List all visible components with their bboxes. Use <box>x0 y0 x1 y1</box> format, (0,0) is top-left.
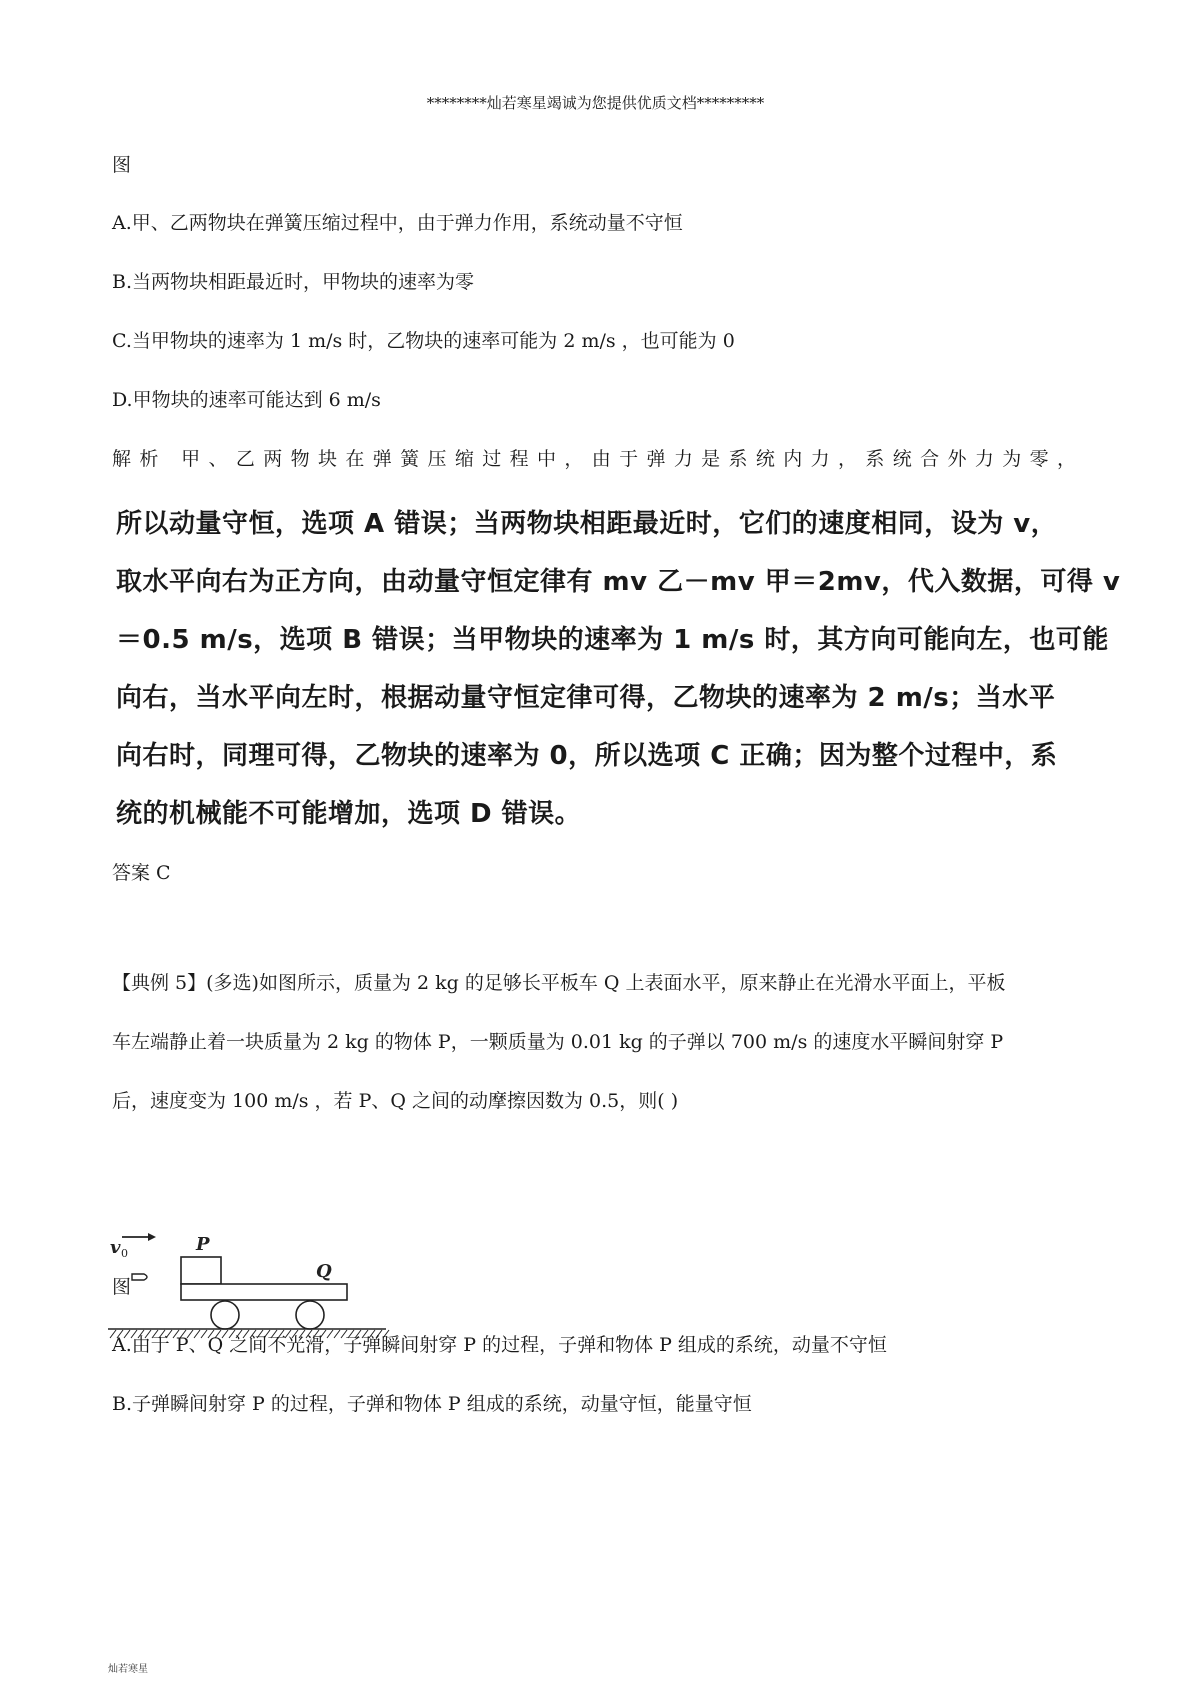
page-footer: 灿若寒星 <box>108 1664 148 1675</box>
example-5-line: 【典例 5】(多选)如图所示，质量为 2 kg 的足够长平板车 Q 上表面水平，原来静止在光滑水平面上，平板 <box>112 972 1006 994</box>
analysis-line: 取水平向右为正方向，由动量守恒定律有 mv 乙－mv 甲＝2mv，代入数据，可得 v <box>116 567 1121 597</box>
wheel-left <box>211 1301 239 1329</box>
analysis-line: 向右时，同理可得，乙物块的速率为 0，所以选项 C 正确；因为整个过程中，系 <box>116 741 1058 771</box>
analysis-line: 向右，当水平向左时，根据动量守恒定律可得，乙物块的速率为 2 m/s；当水平 <box>116 683 1056 713</box>
figure-label: 图 <box>112 1276 132 1298</box>
v0-subscript: 0 <box>121 1247 128 1260</box>
example-5-line: 后，速度变为 100 m/s ，若 P、Q 之间的动摩擦因数为 0.5，则( ) <box>112 1090 679 1112</box>
cart-diagram <box>108 1222 428 1342</box>
v0-label: v <box>110 1237 121 1258</box>
answer: 答案 C <box>112 862 171 884</box>
page-header: ********灿若寒星竭诚为您提供优质文档********* <box>426 94 765 112</box>
option-c: C.当甲物块的速率为 1 m/s 时，乙物块的速率可能为 2 m/s ，也可能为 0 <box>112 330 735 352</box>
option-a: A.由于 P、Q 之间不光滑，子弹瞬间射穿 P 的过程，子弹和物体 P 组成的系统，动量不守恒 <box>112 1334 887 1356</box>
wheel-right <box>296 1301 324 1329</box>
option-d: D.甲物块的速率可能达到 6 m/s <box>112 389 381 411</box>
analysis-line: 统的机械能不可能增加，选项 D 错误。 <box>116 799 582 829</box>
analysis-line: 所以动量守恒，选项 A 错误；当两物块相距最近时，它们的速度相同，设为 v， <box>116 509 1058 539</box>
velocity-arrowhead <box>148 1233 156 1241</box>
option-b: B.当两物块相距最近时，甲物块的速率为零 <box>112 271 475 293</box>
analysis-line: ＝0.5 m/s，选项 B 错误；当甲物块的速率为 1 m/s 时，其方向可能向左，也可能 <box>116 625 1109 655</box>
bullet <box>132 1274 147 1280</box>
analysis-first-line: 解析 甲、乙两物块在弹簧压缩过程中，由于弹力是系统内力，系统合外力为零， <box>112 448 1078 470</box>
option-b: B.子弹瞬间射穿 P 的过程，子弹和物体 P 组成的系统，动量守恒，能量守恒 <box>112 1393 752 1415</box>
option-a: A.甲、乙两物块在弹簧压缩过程中，由于弹力作用，系统动量不守恒 <box>112 212 683 234</box>
figure-label: 图 <box>112 154 132 176</box>
q-label: Q <box>316 1261 332 1282</box>
p-label: P <box>196 1234 210 1255</box>
block-p <box>181 1257 221 1284</box>
example-5-line: 车左端静止着一块质量为 2 kg 的物体 P，一颗质量为 0.01 kg 的子弹以 700 m/s 的速度水平瞬间射穿 P <box>112 1031 1004 1053</box>
board-q <box>181 1284 347 1300</box>
